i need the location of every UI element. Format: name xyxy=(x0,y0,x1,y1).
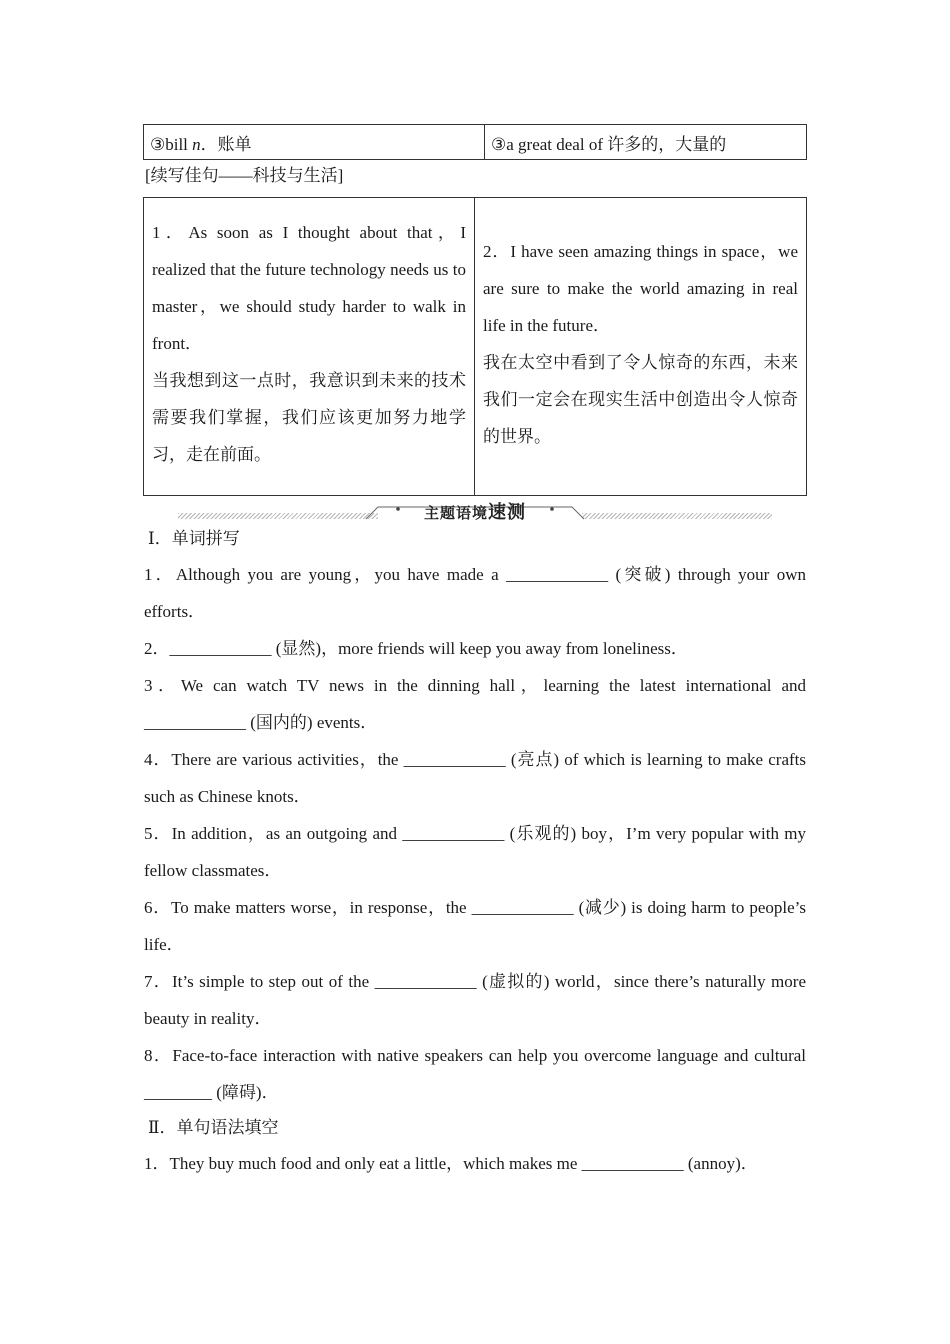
exercise-content xyxy=(144,522,806,1182)
part2-heading: Ⅱ．单句语法填空 xyxy=(148,1118,279,1137)
sentence-cell-2 xyxy=(475,198,807,496)
exercise-item: 1．They buy much food and only eat a little，which makes me ____________ (annoy)． xyxy=(144,1154,758,1173)
section-banner xyxy=(178,497,772,521)
exercise-item: 4．There are various activities，the ____________ (亮点) of which is learning to make crafts such as Chinese knots． xyxy=(144,750,806,806)
sentence-table xyxy=(143,197,807,496)
sentence-1-english: 1．As soon as I thought about that，I realized that the future technology needs us to master，we should study harder to walk in front． xyxy=(152,223,466,353)
part1-heading: Ⅰ．单词拼写 xyxy=(148,529,240,548)
vocab-cell-left xyxy=(144,125,485,160)
banner-title xyxy=(178,498,772,524)
vocab-table xyxy=(143,124,807,160)
exercise-item: 2．____________ (显然)，more friends will keep you away from loneliness． xyxy=(144,639,688,658)
sentence-2-chinese: 我在太空中看到了令人惊奇的东西，未来我们一定会在现实生活中创造出令人惊奇的世界。 xyxy=(483,353,798,446)
exercise-item: 6．To make matters worse，in response，the ____________ (减少) is doing harm to people’s life． xyxy=(144,898,806,954)
exercise-item: 5．In addition，as an outgoing and ____________ (乐观的) boy，I’m very popular with my fellow classmates． xyxy=(144,824,806,880)
vocab-cell-right: ③a great deal of 许多的，大量的 xyxy=(485,125,807,160)
banner-title-emphasis: 速测 xyxy=(488,502,526,523)
exercise-item: 3．We can watch TV news in the dinning hall，learning the latest international and ____________ (国内的) events． xyxy=(144,676,806,732)
vocab-word: ③bill xyxy=(150,134,193,154)
sentence-2-english: 2．I have seen amazing things in space，we are sure to make the world amazing in real life in the future． xyxy=(483,242,798,335)
exercise-item: 7．It’s simple to step out of the ____________ (虚拟的) world，since there’s naturally more beauty in reality． xyxy=(144,972,806,1028)
section-label: [续写佳句——科技与生活] xyxy=(145,166,344,185)
sentence-1-chinese: 当我想到这一点时，我意识到未来的技术需要我们掌握，我们应该更加努力地学习，走在前面。 xyxy=(152,371,466,464)
vocab-meaning: ．账单 xyxy=(200,134,252,154)
banner-title-main: 主题语境 xyxy=(423,504,488,522)
part-of-speech: n xyxy=(192,134,201,154)
sentence-cell-1 xyxy=(144,198,475,496)
exercise-item: 8．Face-to-face interaction with native speakers can help you overcome language and cultural ________ (障碍)． xyxy=(144,1046,806,1102)
exercise-item: 1．Although you are young，you have made a ____________ (突破) through your own efforts． xyxy=(144,565,806,621)
vocab-row xyxy=(144,125,807,160)
